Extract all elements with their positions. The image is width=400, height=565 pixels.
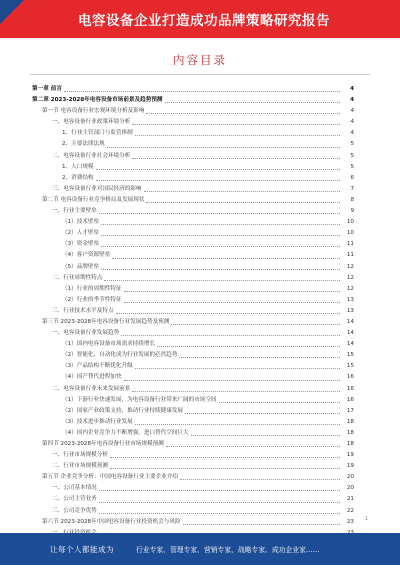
toc-entry[interactable] xyxy=(32,439,354,450)
toc-entry-title: 二、行业市场规模预测 xyxy=(52,463,108,470)
toc-entry[interactable] xyxy=(32,328,354,339)
toc-entry-title: 三、行业技术水平及特点 xyxy=(52,307,114,314)
toc-entry[interactable] xyxy=(32,461,354,472)
toc-entry[interactable] xyxy=(32,284,354,295)
toc-entry-page: 18 xyxy=(346,418,354,425)
footer-slogan: 让每个人都能成为 xyxy=(50,544,114,554)
toc-entry-page: 16 xyxy=(346,385,354,392)
toc-entry-page: 22 xyxy=(346,507,354,514)
toc-entry-page: 20 xyxy=(346,485,354,492)
dot-leader xyxy=(101,234,340,236)
dot-leader xyxy=(101,245,340,247)
toc-entry-page: 4 xyxy=(350,108,354,115)
dot-leader xyxy=(104,279,340,281)
toc-entry-page: 5 xyxy=(350,163,354,170)
toc-entry-page: 12 xyxy=(346,285,354,292)
toc-entry-title: （4）国内企业竞争力不断增强，进口替代空间巨大 xyxy=(62,429,189,436)
toc-entry-title: （2）人才壁垒 xyxy=(62,230,100,237)
toc-entry-page: 17 xyxy=(346,407,354,414)
toc-entry[interactable] xyxy=(32,117,354,128)
toc-entry[interactable] xyxy=(32,372,354,383)
dot-leader xyxy=(157,345,340,347)
dot-leader xyxy=(179,356,340,358)
toc-entry-page: 14 xyxy=(346,330,354,337)
toc-entry-page: 14 xyxy=(346,318,354,325)
footer-tagline: 行业专家、管理专家、营销专家、战略专家、成功企业家…… xyxy=(136,546,320,554)
dot-leader xyxy=(191,434,340,436)
toc-entry-page: 15 xyxy=(346,363,354,370)
toc-entry-title: 1、行业主管部门与监管体制 xyxy=(62,130,133,137)
toc-entry[interactable] xyxy=(32,317,354,328)
toc-entry[interactable] xyxy=(32,84,354,95)
toc-entry[interactable] xyxy=(32,450,354,461)
toc-entry-title: （1）行业的周期性特征 xyxy=(62,285,122,292)
dot-leader xyxy=(96,168,340,170)
toc-entry-page: 8 xyxy=(350,196,354,203)
toc-entry[interactable] xyxy=(32,472,354,483)
dot-leader xyxy=(166,445,340,447)
dot-leader xyxy=(124,379,341,381)
toc-entry-page: 18 xyxy=(346,441,354,447)
toc-entry-title: 第四节 2023-2028年电容设备行业市场规模预测 xyxy=(42,441,164,447)
dot-leader xyxy=(219,401,340,403)
toc-entry-title: 一、电容设备行业政策环境分析 xyxy=(52,119,131,126)
toc-entry[interactable] xyxy=(32,162,354,173)
toc-entry-page: 10 xyxy=(346,230,354,237)
report-header xyxy=(0,0,400,38)
toc-entry-page: 13 xyxy=(346,296,354,303)
dot-leader xyxy=(132,157,340,159)
dot-leader xyxy=(180,478,340,480)
toc-entry[interactable] xyxy=(32,506,354,517)
toc-entry-page: 19 xyxy=(346,452,354,459)
toc-entry[interactable] xyxy=(32,517,354,528)
toc-entry-page: 16 xyxy=(346,374,354,381)
toc-entry-page: 5 xyxy=(350,141,354,148)
toc-entry-title: （5）品牌壁垒 xyxy=(62,263,100,270)
dot-leader xyxy=(99,212,340,214)
dot-leader xyxy=(107,146,340,148)
toc-entry[interactable] xyxy=(32,106,354,117)
toc-entry-page: 6 xyxy=(350,174,354,181)
dot-leader xyxy=(101,268,340,270)
toc-entry[interactable] xyxy=(32,195,354,206)
toc-entry-title: 一、电容设备行业发展趋势 xyxy=(52,330,120,337)
dot-leader xyxy=(132,123,340,125)
dot-leader xyxy=(146,201,340,203)
dot-leader xyxy=(165,101,340,103)
toc-entry-page: 4 xyxy=(350,119,354,126)
toc-entry-page: 12 xyxy=(346,263,354,270)
toc-entry-page: 4 xyxy=(350,130,354,137)
dot-leader xyxy=(135,134,340,136)
toc-entry-title: 第二章 2023-2028年电容设备市场前景及趋势预测 xyxy=(32,97,163,104)
toc-entry[interactable] xyxy=(32,228,354,239)
toc-entry-page: 11 xyxy=(346,252,354,259)
dot-leader xyxy=(171,323,340,325)
report-title: 电容设备企业打造成功品牌策略研究报告 xyxy=(78,13,330,29)
toc-entry-title: 二、电容设备行业未来发展前景 xyxy=(52,385,131,392)
toc-entry[interactable] xyxy=(32,361,354,372)
dot-leader xyxy=(96,179,340,181)
dot-leader xyxy=(132,390,340,392)
toc-entry-title: 一、公司基本情况 xyxy=(52,485,97,492)
toc-entry[interactable] xyxy=(32,384,354,395)
toc-entry[interactable] xyxy=(32,350,354,361)
dot-leader xyxy=(124,301,341,303)
dot-leader xyxy=(183,523,340,525)
toc-entry[interactable] xyxy=(32,184,354,195)
toc-entry[interactable] xyxy=(32,151,354,162)
toc-entry-title: （2）国家产业政策支持，推动行业持续健康发展 xyxy=(62,407,184,414)
dot-leader xyxy=(99,512,340,514)
dot-leader xyxy=(146,112,340,114)
toc-entry[interactable] xyxy=(32,95,354,106)
toc-entry-page: 13 xyxy=(346,307,354,314)
toc-entry[interactable] xyxy=(32,494,354,505)
toc-entry-page: 12 xyxy=(346,274,354,281)
toc-entry[interactable] xyxy=(32,395,354,406)
dot-leader xyxy=(112,257,340,259)
toc-entry[interactable] xyxy=(32,406,354,417)
toc-entry-title: （4）国产替代进程加快 xyxy=(62,374,122,381)
dot-leader xyxy=(101,223,340,225)
toc-entry-title: 第一节 电容设备行业宏观环境分析及影响 xyxy=(42,108,145,115)
toc-entry[interactable] xyxy=(32,206,354,217)
toc-heading: 内容目录 xyxy=(173,53,227,67)
toc-entry-title: （1）技术壁垒 xyxy=(62,219,100,226)
toc-entry-title: （1）下游行业快速发展，为电容设备行业带来广阔的市场空间 xyxy=(62,396,217,403)
toc-entry-title: 2、消费结构 xyxy=(62,174,94,181)
toc-entry[interactable] xyxy=(32,428,354,439)
toc-entry-page: 10 xyxy=(346,219,354,226)
toc-entry-title: 第一章 前言 xyxy=(32,86,62,92)
toc-entry-page: 11 xyxy=(346,241,354,248)
toc-entry-title: （2）智能化、自动化成为行业发展的必然趋势 xyxy=(62,352,178,359)
dot-leader xyxy=(116,312,340,314)
toc-entry[interactable] xyxy=(32,262,354,273)
toc-entry-title: 三、电容设备行业对国民经济的影响 xyxy=(52,185,142,192)
toc-entry[interactable] xyxy=(32,295,354,306)
dot-leader xyxy=(135,367,340,369)
toc-entry[interactable] xyxy=(32,250,354,261)
toc-entry-page: 4 xyxy=(350,97,354,104)
toc-entry-title: 第五节 企业竞争分析：中国电容设备行业主要企业介绍 xyxy=(42,474,179,481)
toc-entry-title: 第三节 2023-2028年电容设备行业发展趋势及预测 xyxy=(42,318,170,325)
toc-entry-page: 7 xyxy=(350,185,354,192)
toc-entry-title: 一、行业市场规模分析 xyxy=(52,452,108,459)
dot-leader xyxy=(144,190,340,192)
toc-entry-title: （3）资金壁垒 xyxy=(62,241,100,248)
toc-entry-page: 14 xyxy=(346,341,354,348)
toc-entry[interactable] xyxy=(32,273,354,284)
toc-entry[interactable] xyxy=(32,217,354,228)
toc-entry-page: 23 xyxy=(346,518,354,525)
corner-decoration xyxy=(0,0,24,24)
dot-leader xyxy=(99,501,340,503)
toc-entry-title: 三、公司竞争优势 xyxy=(52,507,97,514)
toc-entry-page: 19 xyxy=(346,463,354,470)
toc-entry-page: 16 xyxy=(346,396,354,403)
toc-entry[interactable] xyxy=(32,173,354,184)
toc-entry[interactable] xyxy=(32,339,354,350)
toc-entry-title: （1）国内电容设备市场需求持续增长 xyxy=(62,341,156,348)
toc-entry-title: 第二节 电容设备行业竞争格局及发展现状 xyxy=(42,196,145,203)
dot-leader xyxy=(121,334,340,336)
toc-entry-title: （3）产品结构不断优化升级 xyxy=(62,363,133,370)
dot-leader xyxy=(110,467,340,469)
toc-entry-title: （2）行业的季节性特征 xyxy=(62,296,122,303)
toc-entry-title: 二、行业周期性特点 xyxy=(52,274,103,281)
toc-entry[interactable] xyxy=(32,239,354,250)
toc-divider xyxy=(30,74,370,75)
toc-entry-title: 第六节 2023-2028年中国电容设备行业投资机会与风险 xyxy=(42,518,181,525)
toc-entry-page: 9 xyxy=(350,208,354,215)
toc-entry-title: 二、公司主营业务 xyxy=(52,496,97,503)
toc-entry-title: 1、人口规模 xyxy=(62,163,94,170)
toc-entry-title: （3）技术进步推动行业发展 xyxy=(62,418,133,425)
dot-leader xyxy=(124,290,341,292)
toc-entry-title: （4）客户资源壁垒 xyxy=(62,252,111,259)
toc-entry-page: 15 xyxy=(346,352,354,359)
toc-entry[interactable] xyxy=(32,128,354,139)
toc-entry-title: 二、电容设备行业社会环境分析 xyxy=(52,152,131,159)
toc-entry[interactable] xyxy=(32,417,354,428)
toc-entry-page: 18 xyxy=(346,429,354,436)
dot-leader xyxy=(99,489,340,491)
page-number: 1 xyxy=(364,516,368,522)
dot-leader xyxy=(64,90,340,92)
toc-entry-page: 4 xyxy=(350,86,354,92)
table-of-contents xyxy=(32,84,354,561)
toc-entry-page: 20 xyxy=(346,474,354,481)
toc-entry[interactable] xyxy=(32,306,354,317)
dot-leader xyxy=(185,412,340,414)
toc-entry-title: 一、行业主要壁垒 xyxy=(52,208,97,215)
toc-entry-title: 2、主要法律法规 xyxy=(62,141,105,148)
toc-entry[interactable] xyxy=(32,483,354,494)
toc-entry-page: 21 xyxy=(346,496,354,503)
toc-entry[interactable] xyxy=(32,139,354,150)
toc-entry-page: 5 xyxy=(350,152,354,159)
dot-leader xyxy=(110,456,340,458)
report-footer xyxy=(0,533,400,565)
dot-leader xyxy=(135,423,340,425)
